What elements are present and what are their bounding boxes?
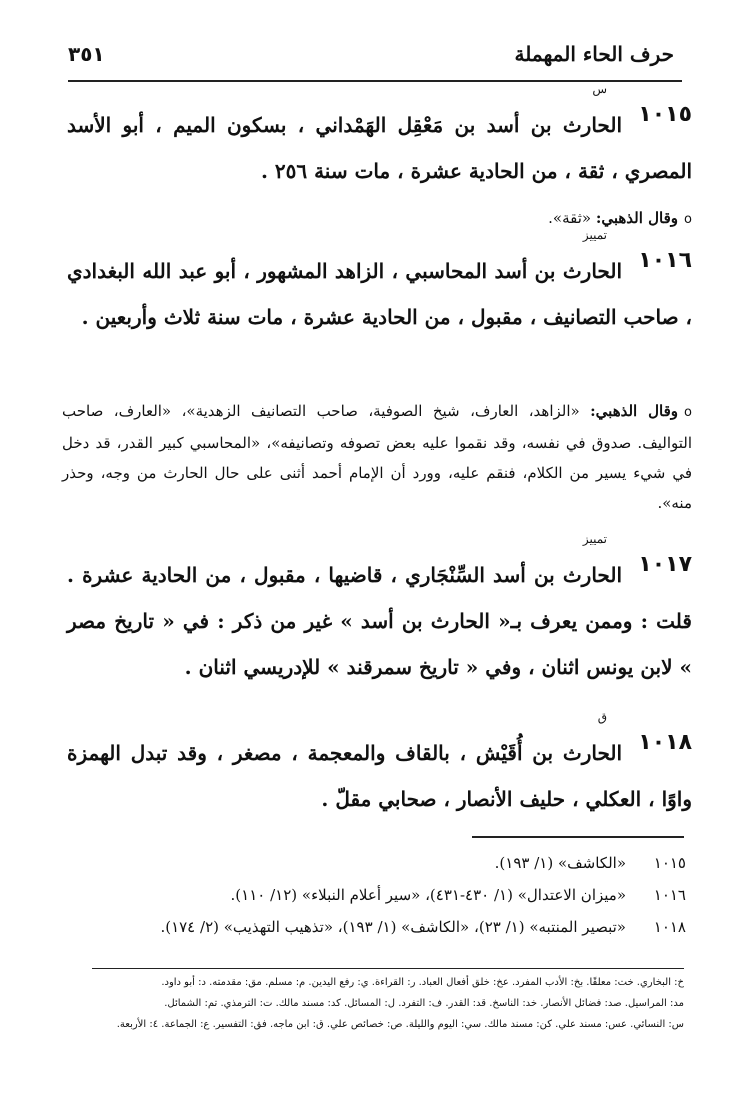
entry-number: ١٠١٥ xyxy=(638,102,692,127)
entry-number: ١٠١٦ xyxy=(638,248,692,273)
footnote-number: ١٠١٨ xyxy=(653,918,686,936)
note-text: «ثقة». xyxy=(548,209,596,227)
footnote-text: «ميزان الاعتدال» (١/ ٤٣٠-٤٣١)، «سير أعلام النبلاء» (١٢/ ١١٠). xyxy=(230,886,626,904)
abbreviation-line: مد: المراسيل. صد: فضائل الأنصار. خد: الناسخ. قد: القدر. ف: التفرد. ل: المسائل. كد: مسند مالك. ت: الترمذي. تم: الشمائل. xyxy=(164,998,684,1009)
entry-1017 xyxy=(67,532,692,690)
entry-text: الحارث بن أسد السِّنْجَاري ، قاضيها ، مقبول ، من الحادية عشرة . قلت : وممن يعرف بـ« الحارث بن أسد » غير من ذكر : في « تاريخ مصر » لابن يونس اثنان ، وفي « تاريخ سمرقند » للإدريسي اثنان . xyxy=(67,563,692,679)
entry-symbol: تمييز xyxy=(582,532,607,546)
header-rule xyxy=(68,80,682,82)
running-header-title: حرف الحاء المهملة xyxy=(514,42,674,66)
entry-1018 xyxy=(67,710,692,822)
entry-1015 xyxy=(67,82,692,194)
footnote-1016 xyxy=(66,884,686,906)
entry-symbol: ق xyxy=(597,710,607,724)
note-bullet: o xyxy=(684,212,692,227)
footnote-number: ١٠١٥ xyxy=(653,854,686,872)
entry-symbol: تمييز xyxy=(582,228,607,242)
abbreviation-line: خ: البخاري. خت: معلقًا. بخ: الأدب المفرد. عخ: خلق أفعال العباد. ر: القراءة. ي: رفع اليدين. م: مسلم. مق: مقدمته. د: أبو داود. xyxy=(161,977,684,988)
note-bullet: o xyxy=(684,405,692,420)
entry-text: الحارث بن أسد المحاسبي ، الزاهد المشهور ، أبو عبد الله البغدادي ، صاحب التصانيف ، مقبول ، من الحادية عشرة ، مات سنة ثلاث وأربعين . xyxy=(67,259,692,329)
abbreviation-line: س: النسائي. عس: مسند علي. كن: مسند مالك. سي: اليوم والليلة. ص: خصائص علي. ق: ابن ماجه. فق: التفسير. ع: الجماعة. ٤: الأربعة. xyxy=(116,1019,684,1030)
page-number: ٣٥١ xyxy=(68,42,105,66)
entry-text: الحارث بن أسد بن مَعْقِل الهَمْداني ، بسكون الميم ، أبو الأسد المصري ، ثقة ، من الحادية عشرة ، مات سنة ٢٥٦ . xyxy=(67,113,692,183)
footnote-1015 xyxy=(66,852,686,874)
entry-symbol: س xyxy=(592,82,607,96)
footnote-1018 xyxy=(66,916,686,938)
abbreviation-rule xyxy=(92,968,684,969)
footnote-text: «الكاشف» (١/ ١٩٣). xyxy=(494,854,626,872)
footnote-text: «تبصير المنتبه» (١/ ٢٣)، «الكاشف» (١/ ١٩٣)، «تذهيب التهذيب» (٢/ ١٧٤). xyxy=(160,918,626,936)
entry-1016 xyxy=(67,228,692,340)
note-label: وقال الذهبي: xyxy=(595,209,679,227)
footnote-number: ١٠١٦ xyxy=(653,886,686,904)
entry-number: ١٠١٧ xyxy=(638,552,692,577)
footnote-rule xyxy=(472,836,684,838)
note-text: «الزاهد، العارف، شيخ الصوفية، صاحب التصانيف الزهدية»، «العارف، صاحب التواليف. صدوق في نفسه، وقد نقموا عليه بعض تصوفه وتصانيفه»، «المحاسبي كبير القدر، قد دخل في شيء يسير من الكلام، فنقم عليه، وورد أن الإمام أحمد أثنى على حال الحارث من وجه، وحذر منه». xyxy=(62,402,692,512)
abbreviation-key xyxy=(92,972,684,1035)
note-label: وقال الذهبي: xyxy=(590,402,679,420)
entry-text: الحارث بن أُقَيْش ، بالقاف والمعجمة ، مصغر ، وقد تبدل الهمزة واوًا ، العكلي ، حليف الأنصار ، صحابي مقلّ . xyxy=(67,741,692,811)
dhahabi-note-2 xyxy=(62,396,692,518)
entry-number: ١٠١٨ xyxy=(638,730,692,755)
